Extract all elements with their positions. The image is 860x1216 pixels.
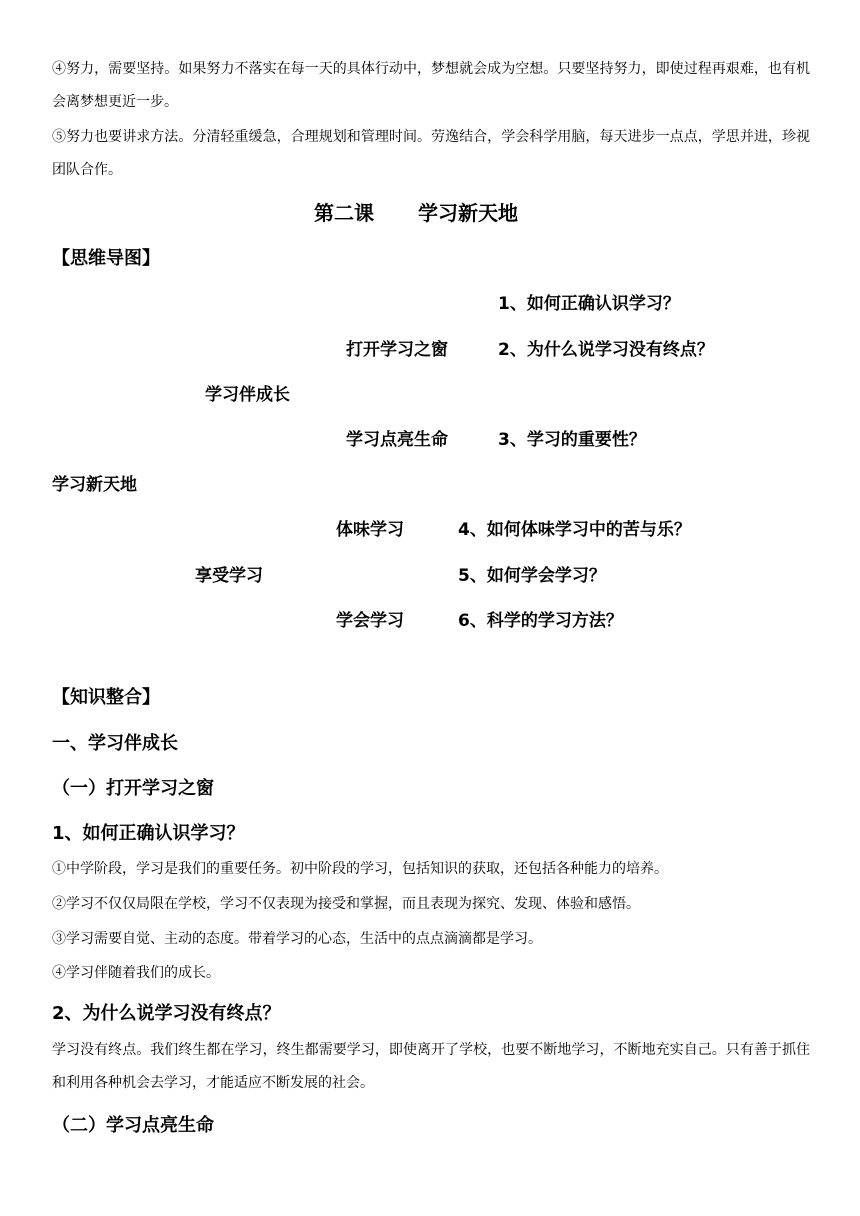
mindmap-sub-light-life: 学习点亮生命 [346, 430, 448, 450]
mindmap-question-2: 2、为什么说学习没有终点？ [498, 340, 714, 360]
mindmap-sub-taste: 体味学习 [336, 520, 404, 540]
mindmap-question-1: 1、如何正确认识学习？ [498, 294, 680, 314]
q1-item-4: ④学习伴随着我们的成长。 [52, 965, 220, 981]
mindmap-question-3: 3、学习的重要性？ [498, 430, 646, 450]
q2-answer: 学习没有终点。我们终生都在学习，终生都需要学习，即使离开了学校，也要不断地学习，不断地充实自己。只有善于抓住和利用各种机会去学习，才能适应不断发展的社会。 [52, 1042, 810, 1091]
intro-paragraph-4: ④努力，需要坚持。如果努力不落实在每一天的具体行动中，梦想就会成为空想。只要坚持努力，即使过程再艰难，也有机会离梦想更近一步。 [52, 61, 810, 110]
mindmap-sub-learn-how: 学会学习 [336, 611, 404, 631]
mindmap-sub-open-window: 打开学习之窗 [346, 340, 448, 360]
section-2-heading: （二）学习点亮生命 [52, 1115, 214, 1136]
mindmap-question-6: 6、科学的学习方法？ [458, 611, 623, 631]
q1-item-2: ②学习不仅仅局限在学校，学习不仅表现为接受和掌握，而且表现为探究、发现、体验和感悟。 [52, 896, 640, 912]
mindmap-heading: 【思维导图】 [52, 248, 160, 269]
section-1-heading: （一）打开学习之窗 [52, 778, 214, 799]
question-2-title: 2、为什么说学习没有终点？ [52, 1003, 281, 1024]
mindmap-question-4: 4、如何体味学习中的苦与乐？ [458, 520, 691, 540]
mindmap-branch-enjoy: 享受学习 [195, 566, 263, 586]
mindmap-question-5: 5、如何学会学习？ [458, 566, 606, 586]
knowledge-heading: 【知识整合】 [52, 687, 160, 708]
q1-item-1: ①中学阶段，学习是我们的重要任务。初中阶段的学习，包括知识的获取，还包括各种能力的培养。 [52, 861, 668, 877]
part-1-heading: 一、学习伴成长 [52, 733, 178, 754]
mindmap-root: 学习新天地 [52, 475, 137, 495]
lesson-name: 学习新天地 [418, 201, 518, 225]
mindmap-branch-grow: 学习伴成长 [205, 385, 290, 405]
q1-item-3: ③学习需要自觉、主动的态度。带着学习的心态，生活中的点点滴滴都是学习。 [52, 931, 542, 947]
lesson-number: 第二课 [314, 201, 374, 225]
question-1-title: 1、如何正确认识学习？ [52, 823, 245, 844]
intro-paragraph-5: ⑤努力也要讲求方法。分清轻重缓急，合理规划和管理时间。劳逸结合，学会科学用脑，每天进步一点点，学思并进，珍视团队合作。 [52, 129, 810, 178]
lesson-title [314, 197, 518, 226]
